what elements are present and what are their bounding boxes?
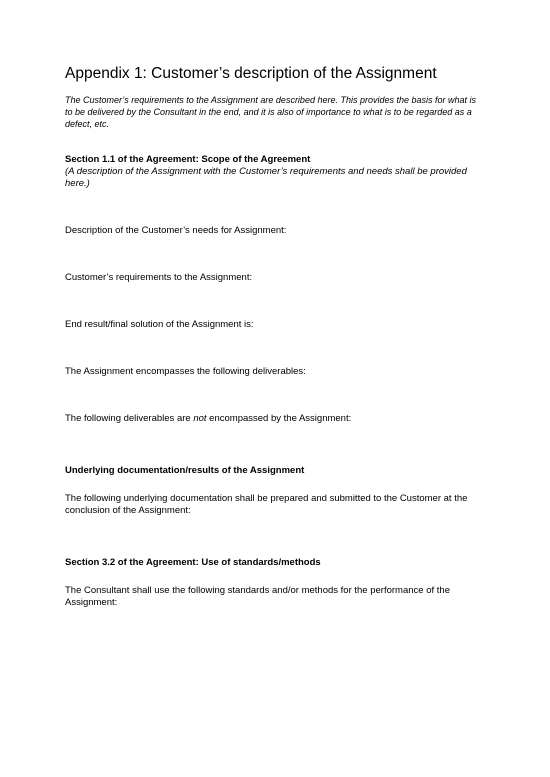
not-emphasis: not <box>193 413 207 424</box>
spacer <box>65 425 485 465</box>
spacer <box>65 378 485 413</box>
spacer <box>65 190 485 225</box>
spacer <box>65 517 485 557</box>
not-deliverables-label <box>65 413 485 425</box>
section-3-2-text: The Consultant shall use the following standards and/or methods for the performance of the Assignment: <box>65 585 450 608</box>
deliverables-label: The Assignment encompasses the following deliverables: <box>65 366 306 377</box>
not-deliverables-prefix: The following deliverables are <box>65 413 194 424</box>
document-content <box>65 64 485 609</box>
spacer <box>65 477 485 493</box>
needs-label: Description of the Customer’s needs for Assignment: <box>65 225 287 236</box>
intro-text: The Customer’s requirements to the Assignment are described here. This provides the basis for what is to be delivered by the Consultant in the end, and it is also of importance to what is to be regarded as a defect, etc. <box>65 95 477 129</box>
spacer <box>65 237 485 272</box>
section-1-1-heading: Section 1.1 of the Agreement: Scope of the Agreement <box>65 154 311 165</box>
spacer <box>65 331 485 366</box>
requirements-label: Customer’s requirements to the Assignment: <box>65 272 253 283</box>
section-3-2-heading: Section 3.2 of the Agreement: Use of standards/methods <box>65 557 321 568</box>
page-title: Appendix 1: Customer’s description of the Assignment <box>65 65 437 82</box>
spacer <box>65 130 485 154</box>
spacer <box>65 569 485 585</box>
spacer <box>65 284 485 319</box>
not-deliverables-suffix: encompassed by the Assignment: <box>206 413 352 424</box>
underlying-text: The following underlying documentation shall be prepared and submitted to the Customer at the conclusion of the Assignment: <box>65 493 468 516</box>
section-1-1-note: (A description of the Assignment with the Customer’s requirements and needs shall be provided here.) <box>65 166 467 189</box>
end-result-label: End result/final solution of the Assignment is: <box>65 319 254 330</box>
underlying-heading: Underlying documentation/results of the Assignment <box>65 465 305 476</box>
